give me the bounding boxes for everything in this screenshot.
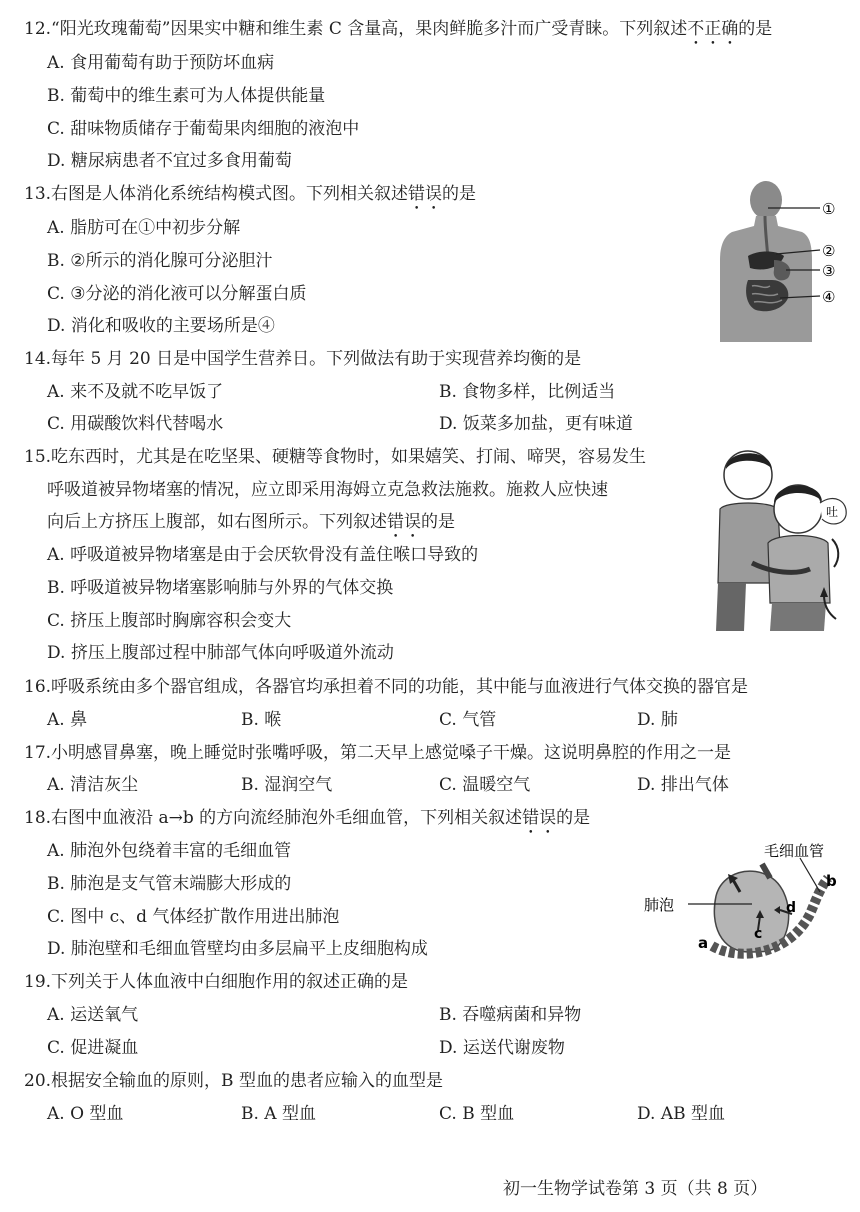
question-14-stem: 14.每年 5 月 20 日是中国学生营养日。下列做法有助于实现营养均衡的是 [24,349,582,369]
question-19-option-c: C. 促进凝血 [47,1038,139,1058]
question-19-option-d: D. 运送代谢废物 [439,1038,565,1058]
question-13-option-d: D. 消化和吸收的主要场所是④ [47,316,275,336]
emphasis-text: 错误 [522,808,557,828]
question-20-stem: 20.根据安全输血的原则，B 型血的患者应输入的血型是 [24,1071,443,1091]
question-16-stem: 16.呼吸系统由多个器官组成，各器官均承担着不同的功能，其中能与血液进行气体交换的器官是 [24,677,749,697]
figure-label-capillary: 毛细血管 [764,842,825,860]
question-18-stem: 18.右图中血液沿 a→b 的方向流经肺泡外毛细血管，下列相关叙述错误的是 [24,808,591,828]
emphasis-text: 错误 [387,512,421,532]
question-20-option-d: D. AB 型血 [637,1104,726,1124]
question-19-stem: 19.下列关于人体血液中白细胞作用的叙述正确的是 [24,972,409,992]
figure-label-b: b [826,872,837,890]
question-12-option-d: D. 糖尿病患者不宜过多食用葡萄 [47,151,292,171]
question-20-option-b: B. A 型血 [241,1104,316,1124]
figure-label-3: ③ [822,262,836,280]
question-16-option-c: C. 气管 [439,710,497,730]
question-13-option-a: A. 脂肪可在①中初步分解 [47,218,241,238]
question-17-stem: 17.小明感冒鼻塞，晚上睡觉时张嘴呼吸，第二天早上感觉嗓子干燥。这说明鼻腔的作用之一是 [24,743,732,763]
question-number: 20. [24,1071,52,1091]
question-17-option-d: D. 排出气体 [637,775,729,795]
question-number: 14. [24,349,52,369]
question-12-stem: 12.“阳光玫瑰葡萄”因果实中糖和维生素 C 含量高，果肉鲜脆多汁而广受青睐。下列叙述不正确的是 [24,19,773,39]
figure-label-alveolus: 肺泡 [644,896,675,914]
question-16-option-b: B. 喉 [241,710,282,730]
question-12-option-c: C. 甜味物质储存于葡萄果肉细胞的液泡中 [47,119,360,139]
question-number: 16. [24,677,52,697]
question-13-option-b: B. ②所示的消化腺可分泌胆汁 [47,251,273,271]
question-number: 13. [24,184,52,204]
question-15-option-d: D. 挤压上腹部过程中肺部气体向呼吸道外流动 [47,643,394,663]
question-13-stem: 13.右图是人体消化系统结构模式图。下列相关叙述错误的是 [24,184,477,204]
question-19-option-b: B. 吞噬病菌和异物 [439,1005,582,1025]
question-number: 19. [24,972,52,992]
figure-label-d: d [786,900,797,916]
question-number: 17. [24,743,52,763]
emphasis-text: 错误 [408,184,443,204]
question-17-option-c: C. 温暖空气 [439,775,531,795]
question-15-stem-line-2: 呼吸道被异物堵塞的情况，应立即采用海姆立克急救法施救。施救人应快速 [47,480,608,500]
question-13-option-c: C. ③分泌的消化液可以分解蛋白质 [47,284,307,304]
question-15-stem-line-1: 15.吃东西时，尤其是在吃坚果、硬糖等食物时，如果嬉笑、打闹、啼哭，容易发生 [24,447,647,467]
question-number: 15. [24,447,52,467]
question-12-option-a: A. 食用葡萄有助于预防坏血病 [47,53,275,73]
question-16-option-d: D. 肺 [637,710,678,730]
question-20-option-a: A. O 型血 [47,1104,124,1124]
question-number: 12. [24,19,52,39]
page-footer: 初一生物学试卷第 3 页（共 8 页） [503,1179,768,1199]
heimlich-maneuver-figure [712,443,852,631]
alveolus-figure [640,834,850,964]
question-15-stem-line-3: 向后上方挤压上腹部，如右图所示。下列叙述错误的是 [47,512,455,532]
question-17-option-a: A. 清洁灰尘 [47,775,139,795]
question-19-option-a: A. 运送氧气 [47,1005,139,1025]
question-15-option-c: C. 挤压上腹部时胸廓容积会变大 [47,611,292,631]
question-18-option-a: A. 肺泡外包绕着丰富的毛细血管 [47,841,292,861]
question-20-option-c: C. B 型血 [439,1104,515,1124]
question-14-option-b: B. 食物多样，比例适当 [439,382,616,402]
question-14-option-a: A. 来不及就不吃早饭了 [47,382,224,402]
question-14-option-d: D. 饭菜多加盐，更有味道 [439,414,633,434]
question-15-option-b: B. 呼吸道被异物堵塞影响肺与外界的气体交换 [47,578,394,598]
figure-label-a: a [698,934,709,952]
figure-label-spit: 吐 [826,505,839,519]
figure-label-4: ④ [822,288,836,306]
question-16-option-a: A. 鼻 [47,710,88,730]
emphasis-text: 不正确 [687,19,739,39]
question-18-option-b: B. 肺泡是支气管末端膨大形成的 [47,874,292,894]
question-12-option-b: B. 葡萄中的维生素可为人体提供能量 [47,86,326,106]
question-18-option-c: C. 图中 c、d 气体经扩散作用进出肺泡 [47,907,340,927]
figure-label-c: c [754,926,763,942]
digestive-system-figure [718,180,848,342]
question-number: 18. [24,808,52,828]
question-18-option-d: D. 肺泡壁和毛细血管壁均由多层扁平上皮细胞构成 [47,939,428,959]
question-17-option-b: B. 湿润空气 [241,775,333,795]
figure-label-2: ② [822,242,836,260]
question-15-option-a: A. 呼吸道被异物堵塞是由于会厌软骨没有盖住喉口导致的 [47,545,479,565]
figure-label-1: ① [822,200,836,218]
question-14-option-c: C. 用碳酸饮料代替喝水 [47,414,224,434]
